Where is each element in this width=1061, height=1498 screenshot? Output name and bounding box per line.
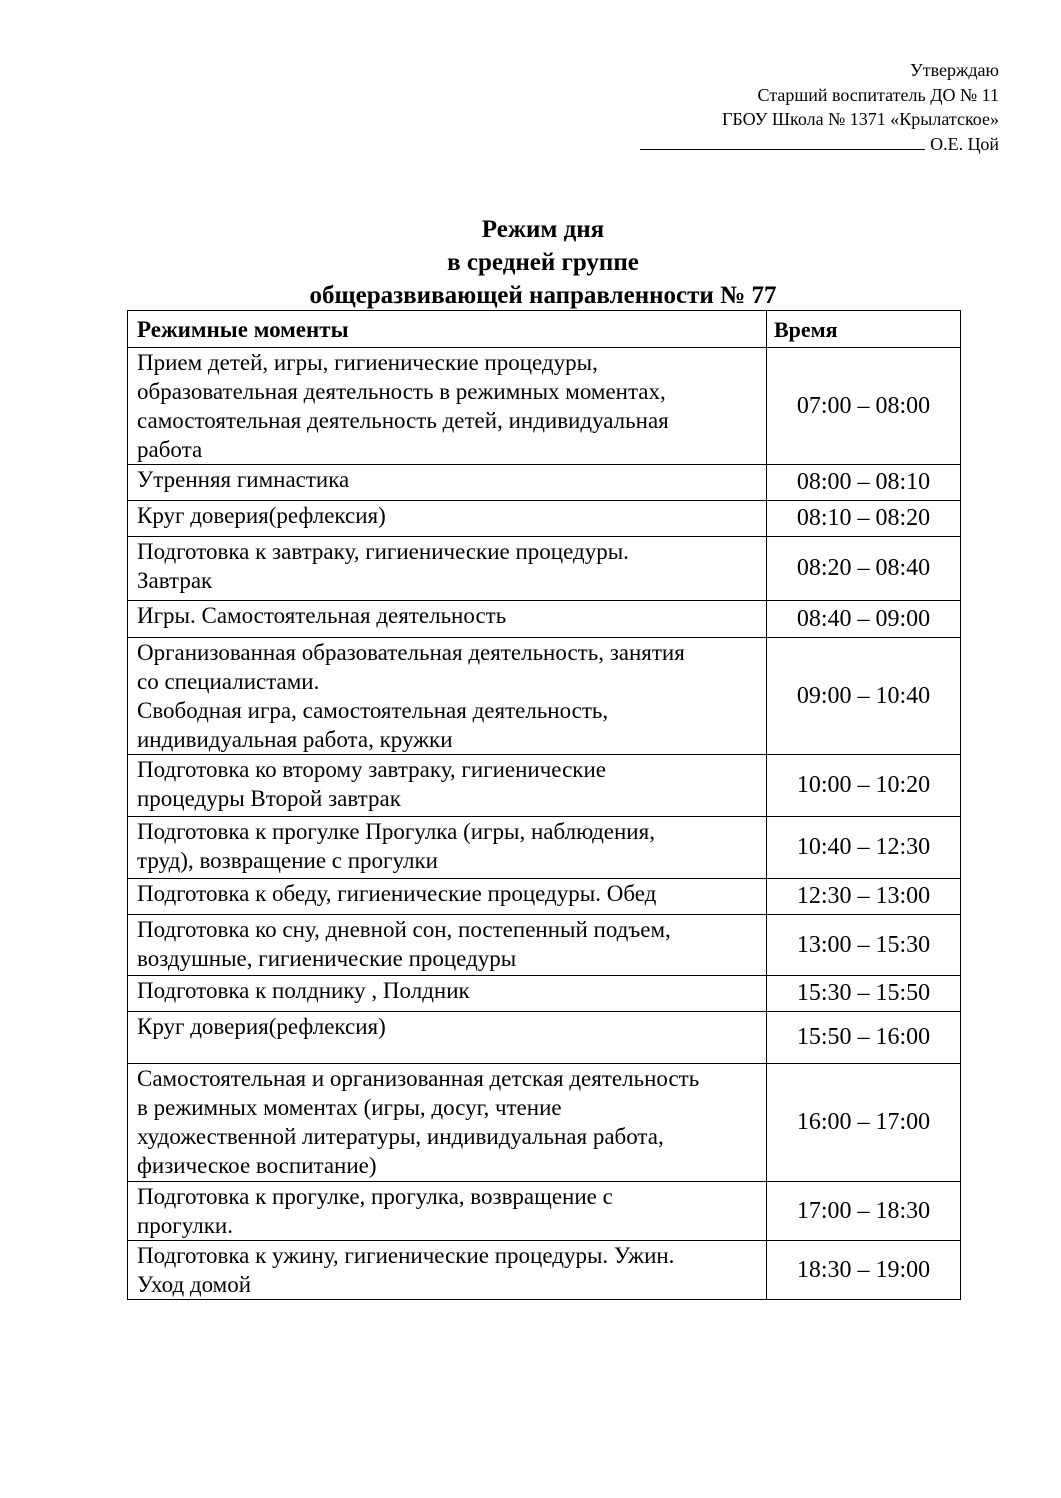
row-time: 07:00 – 08:00: [767, 348, 961, 465]
row-activity: Утренняя гимнастика: [128, 465, 767, 501]
table-row: [128, 638, 961, 755]
schedule-table: [127, 310, 961, 1300]
title-line-1: Режим дня: [481, 216, 605, 243]
approval-signer: О.Е. Цой: [930, 133, 999, 154]
row-activity: Круг доверия(рефлексия): [128, 1012, 767, 1064]
document-title: [0, 213, 1061, 312]
row-activity: Подготовка к прогулке, прогулка, возвращение с прогулки.: [128, 1182, 767, 1241]
row-time: 13:00 – 15:30: [767, 915, 961, 976]
title-line-2: в средней группе: [447, 249, 639, 276]
table-row: [128, 1064, 961, 1182]
approval-signature-row: [640, 132, 999, 157]
table-row: [128, 601, 961, 638]
header-activity: Режимные моменты: [128, 311, 767, 348]
row-time: 10:40 – 12:30: [767, 817, 961, 879]
row-activity: Подготовка к прогулке Прогулка (игры, наблюдения, труд), возвращение с прогулки: [128, 817, 767, 879]
row-time: 08:40 – 09:00: [767, 601, 961, 638]
row-time: 15:30 – 15:50: [767, 976, 961, 1012]
row-time: 08:20 – 08:40: [767, 537, 961, 601]
row-time: 17:00 – 18:30: [767, 1182, 961, 1241]
table-row: [128, 976, 961, 1012]
table-row: [128, 501, 961, 537]
row-time: 09:00 – 10:40: [767, 638, 961, 755]
approval-block: [640, 58, 999, 156]
approval-position: Старший воспитатель ДО № 11: [757, 84, 999, 105]
table-row: [128, 537, 961, 601]
row-activity: Подготовка к обеду, гигиенические процедуры. Обед: [128, 879, 767, 915]
row-activity: Подготовка к ужину, гигиенические процедуры. Ужин. Уход домой: [128, 1241, 767, 1300]
table-row: [128, 1182, 961, 1241]
row-time: 15:50 – 16:00: [767, 1012, 961, 1064]
table-row: [128, 348, 961, 465]
row-activity: Подготовка к полднику , Полдник: [128, 976, 767, 1012]
row-activity: Игры. Самостоятельная деятельность: [128, 601, 767, 638]
row-activity: Организованная образовательная деятельность, занятия со специалистами. Свободная игра, самостоятельная деятельность, индивидуальная работа, кружки: [128, 638, 767, 755]
header-time: Время: [767, 311, 961, 348]
table-row: [128, 755, 961, 817]
row-activity: Подготовка ко сну, дневной сон, постепенный подъем, воздушные, гигиенические процедуры: [128, 915, 767, 976]
row-time: 16:00 – 17:00: [767, 1064, 961, 1182]
table-row: [128, 465, 961, 501]
row-time: 08:00 – 08:10: [767, 465, 961, 501]
table-row: [128, 817, 961, 879]
row-activity: Прием детей, игры, гигиенические процедуры, образовательная деятельность в режимных моментах, самостоятельная деятельность детей, индивидуальная работа: [128, 348, 767, 465]
row-activity: Подготовка ко второму завтраку, гигиенические процедуры Второй завтрак: [128, 755, 767, 817]
row-time: 08:10 – 08:20: [767, 501, 961, 537]
row-activity: Самостоятельная и организованная детская деятельность в режимных моментах (игры, досуг, чтение художественной литературы, индивидуальная работа, физическое воспитание): [128, 1064, 767, 1182]
row-time: 12:30 – 13:00: [767, 879, 961, 915]
approval-organization: ГБОУ Школа № 1371 «Крылатское»: [722, 109, 999, 129]
table-header-row: [128, 311, 961, 348]
table-row: [128, 1241, 961, 1300]
table-row: [128, 915, 961, 976]
approval-heading: Утверждаю: [909, 60, 999, 80]
signature-line: [640, 132, 925, 150]
row-activity: Круг доверия(рефлексия): [128, 501, 767, 537]
table-row: [128, 879, 961, 915]
table-row: [128, 1012, 961, 1064]
row-activity: Подготовка к завтраку, гигиенические процедуры. Завтрак: [128, 537, 767, 601]
row-time: 18:30 – 19:00: [767, 1241, 961, 1300]
title-line-3: общеразвивающей направленности № 77: [309, 282, 777, 309]
row-time: 10:00 – 10:20: [767, 755, 961, 817]
